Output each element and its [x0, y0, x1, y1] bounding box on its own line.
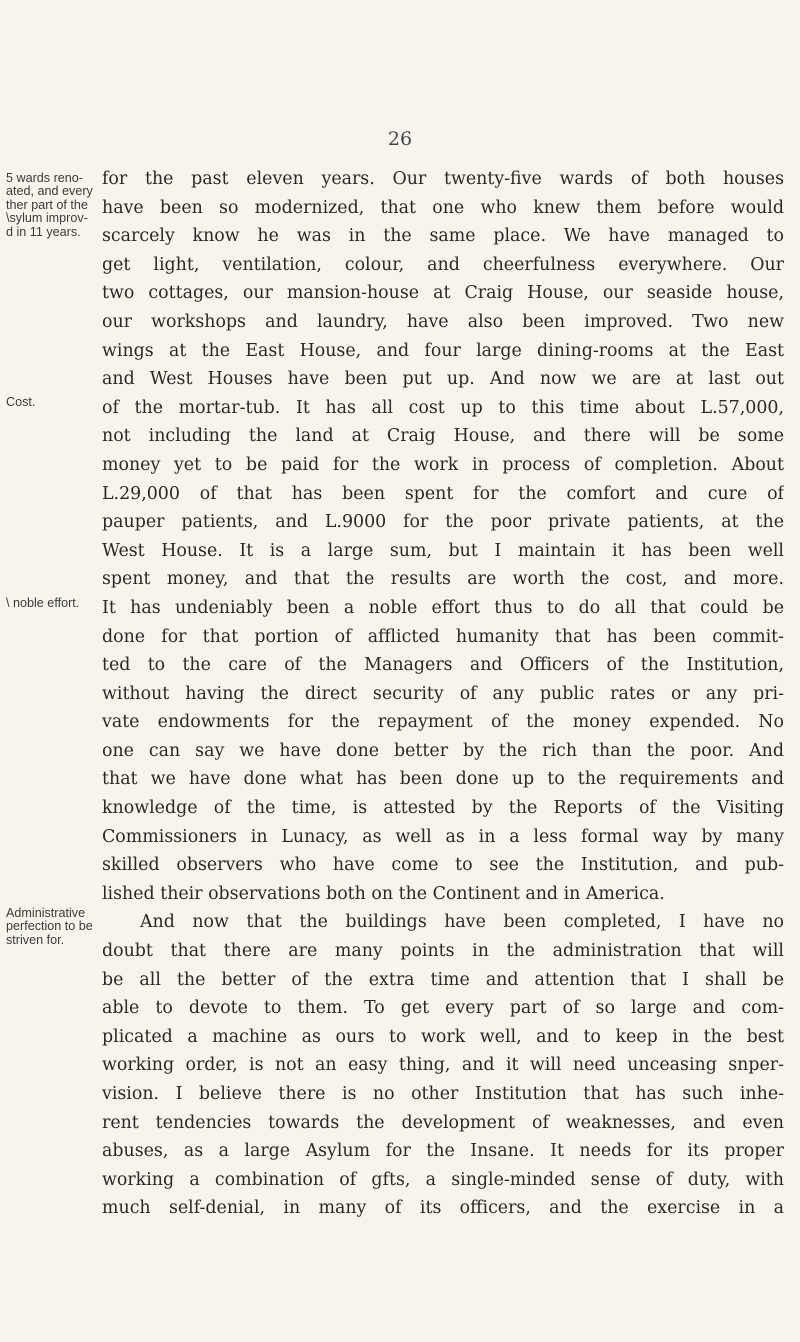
- margin-note-line: Cost.: [6, 396, 36, 409]
- text-line: West House. It is a large sum, but I maintain it has been well: [102, 540, 784, 561]
- text-line: two cottages, our mansion-house at Craig House, our seaside house,: [102, 283, 784, 304]
- text-line: get light, ventilation, colour, and cheerfulness everywhere. Our: [102, 254, 784, 275]
- text-line: lished their observations both on the Continent and in America.: [102, 883, 665, 904]
- margin-note-line: \sylum improv-: [6, 211, 88, 226]
- text-line: and West Houses have been put up. And now we are at last out: [102, 369, 784, 390]
- text-line: much self-denial, in many of its officers, and the exercise in a: [102, 1198, 784, 1219]
- body-text: [102, 165, 784, 1223]
- text-line: scarcely know he was in the same place. We have managed to: [102, 226, 784, 247]
- text-line: not including the land at Craig House, and there will be some: [102, 426, 784, 447]
- margin-note-line: Administrative: [6, 907, 86, 920]
- text-line: vision. I believe there is no other Institution that has such inhe-: [102, 1084, 784, 1104]
- margin-note-administrative: [6, 907, 98, 947]
- margin-note-line: d in 11 years.: [6, 224, 81, 239]
- text-line: pauper patients, and L.9000 for the poor private patients, at the: [102, 512, 784, 533]
- text-line: knowledge of the time, is attested by the Reports of the Visiting: [102, 798, 784, 819]
- margin-note-line: striven for.: [6, 932, 65, 947]
- text-line: plicated a machine as ours to work well, and to keep in the best: [102, 1026, 784, 1047]
- text-line: one can say we have done better by the rich than the poor. And: [102, 740, 784, 761]
- text-line: L.29,000 of that has been spent for the comfort and cure of: [102, 483, 784, 504]
- text-line: ted to the care of the Managers and Officers of the Institution,: [102, 655, 784, 676]
- text-line: wings at the East House, and four large dining-rooms at the East: [102, 340, 784, 361]
- margin-note-cost: [6, 396, 98, 409]
- text-line: abuses, as a large Asylum for the Insane. It needs for its proper: [102, 1141, 784, 1162]
- text-line: without having the direct security of any public rates or any pri-: [102, 683, 784, 704]
- text-line: our workshops and laundry, have also been improved. Two new: [102, 311, 784, 332]
- text-line: skilled observers who have come to see the Institution, and pub-: [102, 855, 784, 876]
- margin-note-line: ther part of the: [6, 197, 88, 212]
- margin-note-line: ated, and every: [6, 184, 93, 199]
- text-line: doubt that there are many points in the administration that will: [102, 941, 784, 962]
- page-number: 26: [387, 128, 413, 150]
- text-line: done for that portion of afflicted humanity that has been commit-: [102, 626, 784, 647]
- margin-note-line: \ noble effort.: [6, 597, 80, 610]
- text-line: that we have done what has been done up to the requirements and: [102, 769, 784, 790]
- text-line: be all the better of the extra time and attention that I shall be: [102, 969, 784, 990]
- text-line: rent tendencies towards the development of weaknesses, and even: [102, 1112, 784, 1133]
- margin-note-wards: [6, 172, 98, 239]
- text-line: spent money, and that the results are worth the cost, and more.: [102, 569, 784, 590]
- text-line: have been so modernized, that one who knew them before would: [102, 197, 784, 218]
- text-line: for the past eleven years. Our twenty-five wards of both houses: [102, 169, 784, 189]
- text-line: able to devote to them. To get every part of so large and com-: [102, 998, 784, 1019]
- margin-note-line: perfection to be: [6, 919, 93, 934]
- text-line: It has undeniably been a noble effort thus to do all that could be: [102, 597, 784, 618]
- text-line: working a combination of gfts, a single-minded sense of duty, with: [102, 1169, 784, 1190]
- text-line: Commissioners in Lunacy, as well as in a less formal way by many: [102, 826, 784, 847]
- margin-note-line: 5 wards reno-: [6, 172, 83, 185]
- margin-note-noble-effort: [6, 597, 98, 610]
- text-line: vate endowments for the repayment of the money expended. No: [102, 712, 784, 733]
- text-line: working order, is not an easy thing, and it will need unceasing snper-: [102, 1055, 784, 1076]
- text-line: money yet to be paid for the work in process of completion. About: [102, 454, 784, 475]
- text-line: of the mortar-tub. It has all cost up to this time about L.57,000,: [102, 397, 784, 418]
- text-line: And now that the buildings have been completed, I have no: [140, 912, 784, 933]
